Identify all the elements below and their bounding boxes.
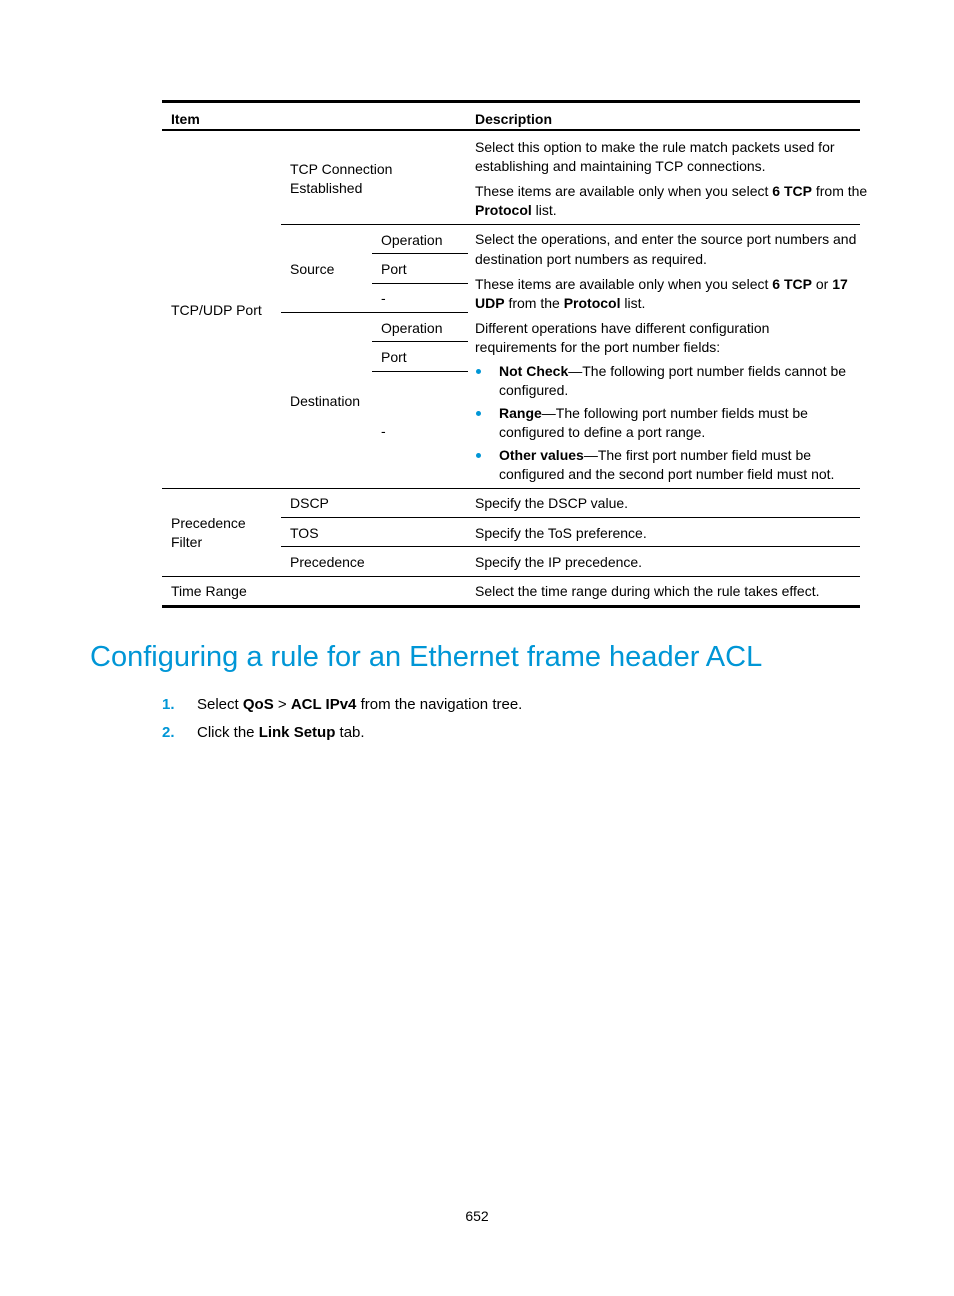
bullet-item-continued: configured and the second port number field must not. [499,466,835,482]
time-range-desc: Select the time range during which the rule takes effect. [475,583,820,599]
dscp-label: DSCP [290,495,329,511]
row-rule [162,488,860,489]
header-rule [162,129,860,131]
source-dash: - [381,290,386,306]
page-number: 652 [465,1208,489,1224]
sub-rule [372,283,468,284]
row-rule [281,517,860,518]
tos-desc: Specify the ToS preference. [475,525,647,541]
row-rule [281,546,860,547]
bullet-icon [476,369,481,374]
step-number: 1. [162,696,175,713]
dscp-desc: Specify the DSCP value. [475,495,629,511]
section-title: Configuring a rule for an Ethernet frame header ACL [90,641,763,673]
established-desc: establishing and maintaining TCP connections. [475,158,766,174]
established-label: TCP Connection [290,161,393,177]
step-text: Click the Link Setup tab. [197,724,365,741]
source-availability: UDP from the Protocol list. [475,295,646,311]
tos-label: TOS [290,525,319,541]
destination-desc: Different operations have different configuration [475,320,770,336]
established-label: Established [290,180,363,196]
established-desc: Select this option to make the rule match packets used for [475,139,835,155]
precedence-filter-label: Filter [171,534,203,550]
bullet-item-continued: configured. [499,382,569,398]
source-desc: destination port numbers as required. [475,251,707,267]
source-availability: These items are available only when you select 6 TCP or 17 [475,276,848,292]
precedence-filter-label: Precedence [171,515,246,531]
source-port: Port [381,261,407,277]
bullet-item: Other values—The first port number field must be [499,447,812,463]
header-item: Item [171,111,200,127]
bullet-item: Not Check—The following port number fields cannot be [499,363,847,379]
destination-desc: requirements for the port number fields: [475,339,721,355]
destination-label: Destination [290,393,361,409]
row-rule [281,224,860,225]
sub-rule [372,253,468,254]
sub-rule [372,371,468,372]
precedence-desc: Specify the IP precedence. [475,554,643,570]
row-rule [162,576,860,577]
header-description: Description [475,111,553,127]
tcp-udp-port-label: TCP/UDP Port [171,302,262,318]
destination-port: Port [381,349,407,365]
sub-rule [281,312,468,313]
bullet-icon [476,411,481,416]
established-availability: These items are available only when you select 6 TCP from the [475,183,868,199]
step-text: Select QoS > ACL IPv4 from the navigation tree. [197,696,523,713]
bullet-item-continued: configured to define a port range. [499,424,706,440]
source-label: Source [290,261,335,277]
source-operation: Operation [381,232,443,248]
table-top-rule [162,100,860,103]
established-availability: Protocol list. [475,202,557,218]
bullet-item: Range—The following port number fields must be [499,405,808,421]
time-range-label: Time Range [171,583,247,599]
table-bottom-rule [162,605,860,608]
source-desc: Select the operations, and enter the source port numbers and [475,231,857,247]
sub-rule [372,341,468,342]
step-number: 2. [162,724,175,741]
precedence-label: Precedence [290,554,365,570]
bullet-icon [476,453,481,458]
destination-operation: Operation [381,320,443,336]
destination-dash: - [381,423,386,439]
